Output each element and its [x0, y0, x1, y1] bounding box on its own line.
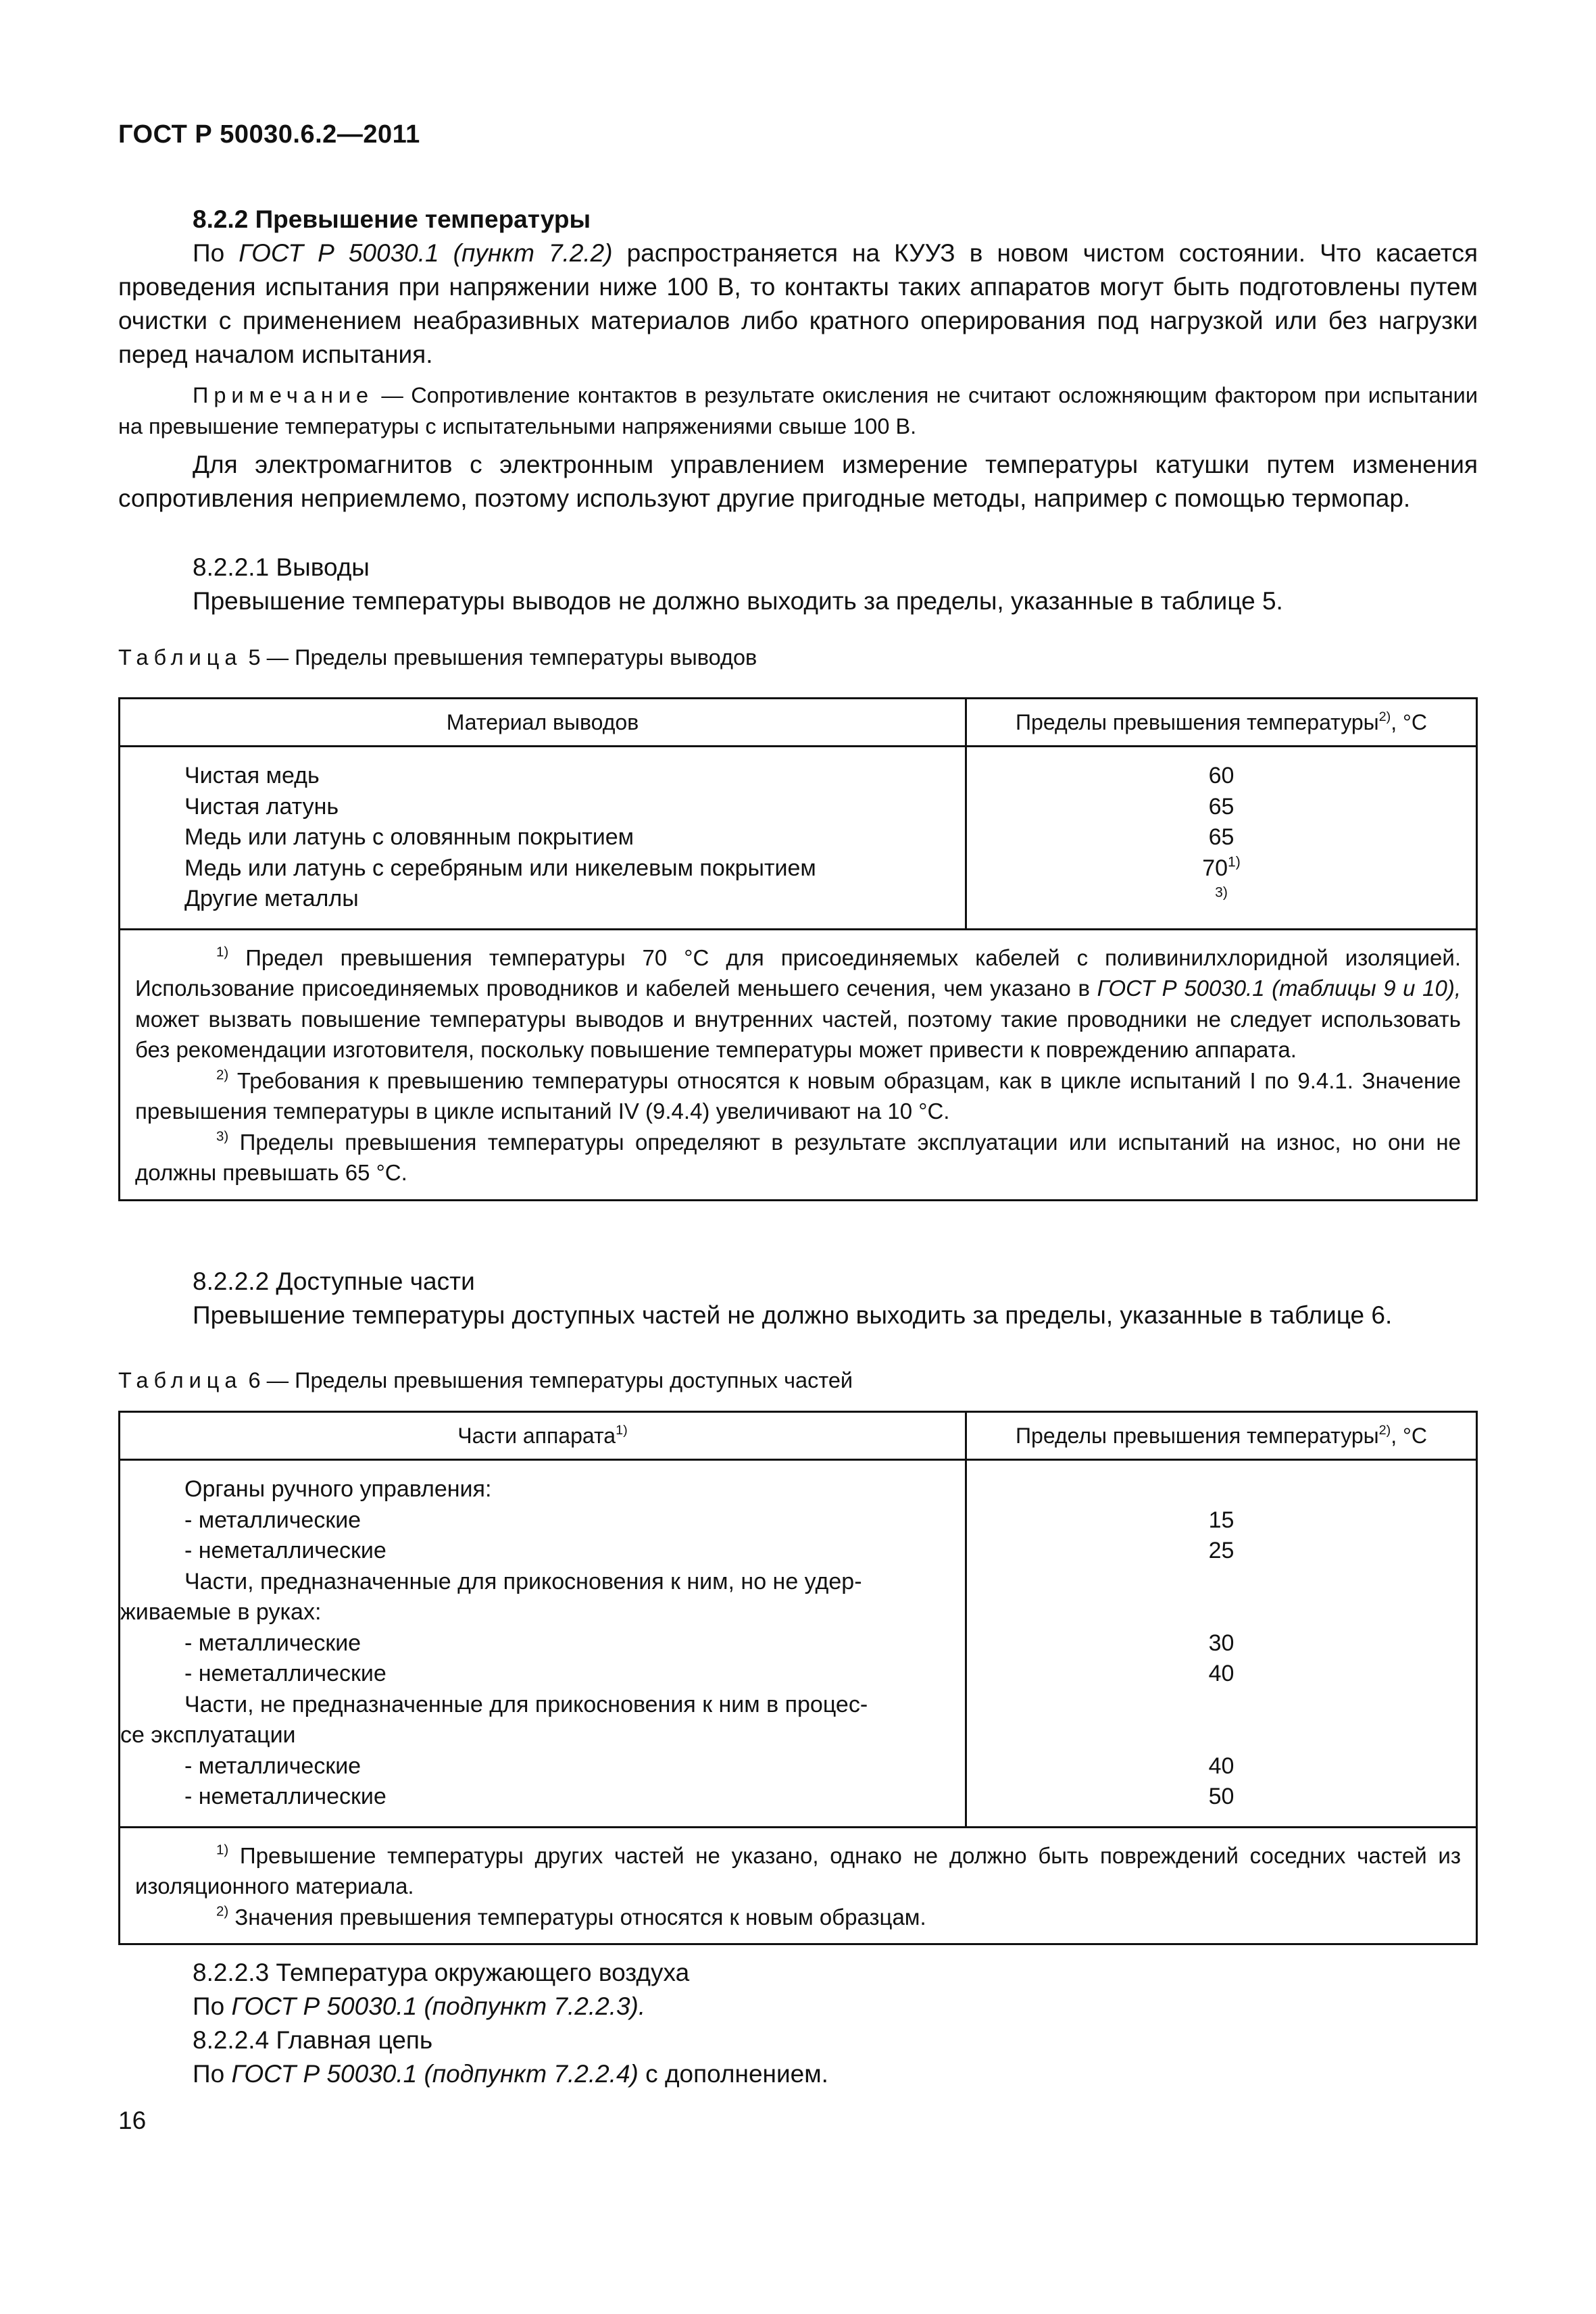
table5	[118, 697, 1478, 1201]
table6-parts	[120, 1460, 966, 1828]
table-cell: 50	[1208, 1784, 1235, 1809]
table5-footnote-2: $^{2)}$ Требования к превышению температуры относятся к новым образцам, как в цикле испытаний I по 9.4.1. Значение превышения температуры в цикле испытаний IV (9.4.4) увеличивают на 10 °С.	[135, 1067, 1461, 1124]
table-row: - неметаллические	[184, 1784, 386, 1809]
table5-limits	[966, 747, 1477, 930]
table5-caption: Таблица 5 — Пределы превышения температуры выводов	[118, 645, 757, 670]
note-label: Примечание	[193, 383, 374, 407]
table-row: Части, не предназначенные для прикосновения к ним в процес-	[184, 1691, 868, 1717]
table-row: - неметаллические	[184, 1538, 386, 1563]
table-row: Медь или латунь с серебряным или никелевым покрытием	[184, 855, 816, 881]
section-8-2-2-paragraph-2: Для электромагнитов с электронным управлением измерение температуры катушки путем изменения сопротивления неприемлемо, поэтому используют другие пригодные методы, например с помощью термопар.	[118, 451, 1478, 512]
table5-footnotes	[120, 929, 1477, 1200]
table6-footnote-1: $^{1)}$ Превышение температуры других частей не указано, однако не должно быть повреждений соседних частей из изоляционного материала.	[135, 1842, 1461, 1898]
table-cell	[967, 1690, 1476, 1721]
section-heading-8-2-2-3: 8.2.2.3 Температура окружающего воздуха	[193, 1959, 690, 1986]
table-cell: 40	[1208, 1661, 1235, 1686]
table6-col1-header: Части аппарата$^{1)}$	[120, 1412, 966, 1460]
table5-col1-header: Материал выводов	[120, 699, 966, 747]
table-row: Части, предназначенные для прикосновения к ним, но не удер-	[184, 1568, 862, 1594]
gost-reference: ГОСТ Р 50030.1 (подпункт 7.2.2.3).	[231, 1992, 646, 2020]
table6-limits	[966, 1460, 1477, 1828]
section-heading-8-2-2-4: 8.2.2.4 Главная цепь	[193, 2026, 433, 2054]
table-row: Органы ручного управления:	[184, 1476, 492, 1502]
table5-body-row	[120, 747, 1477, 930]
table-cell: 65	[1208, 824, 1235, 850]
table-cell: 70$^{1)}$	[1202, 853, 1241, 881]
table-cell: 30	[1208, 1630, 1235, 1656]
table-cell	[967, 1720, 1476, 1751]
table-row: - металлические	[184, 1753, 361, 1779]
table-cell: 40	[1208, 1753, 1235, 1779]
table5-footnote-3: $^{3)}$ Пределы превышения температуры определяют в результате эксплуатации или испытаний на износ, но они не должны превышать 65 °С.	[135, 1128, 1461, 1185]
table-row: Другие металлы	[184, 886, 359, 911]
table-row: Медь или латунь с оловянным покрытием	[184, 824, 634, 850]
section-8-2-2-4-text: По ГОСТ Р 50030.1 (подпункт 7.2.2.4) с дополнением.	[193, 2060, 828, 2088]
table6-footnotes	[120, 1827, 1477, 1944]
table-cell: 65	[1208, 793, 1235, 820]
section-note: Примечание — Сопротивление контактов в результате окисления не считают осложняющим фактором при испытании на превышение температуры с испытательными напряжениями свыше 100 В.	[118, 383, 1478, 438]
section-heading-8-2-2-2: 8.2.2.2 Доступные части	[193, 1267, 475, 1295]
table-row: - металлические	[184, 1507, 361, 1533]
table-cell: 15	[1208, 1507, 1235, 1533]
page-number: 16	[118, 2107, 147, 2134]
table-cell: 25	[1208, 1538, 1235, 1563]
table5-header-row	[120, 699, 1477, 747]
table5-col2-header: Пределы превышения температуры$^{2)}$, °С	[966, 699, 1477, 747]
table6-col2-header: Пределы превышения температуры$^{2)}$, °С	[966, 1412, 1477, 1460]
table-cell: 60	[1208, 763, 1235, 788]
section-8-2-2-1-text: Превышение температуры выводов не должно выходить за пределы, указанные в таблице 5.	[193, 587, 1283, 615]
table-cell	[967, 1474, 1476, 1505]
table-cell	[967, 1567, 1476, 1598]
table6-body-row	[120, 1460, 1477, 1828]
table6	[118, 1411, 1478, 1945]
section-8-2-2-2-text: Превышение температуры доступных частей не должно выходить за пределы, указанные в таблице 6.	[193, 1301, 1393, 1329]
section-heading-8-2-2-1: 8.2.2.1 Выводы	[193, 553, 370, 581]
table-cell: 3)	[1215, 884, 1228, 901]
gost-reference: ГОСТ Р 50030.1 (пункт 7.2.2)	[239, 239, 613, 267]
section-heading-8-2-2: 8.2.2 Превышение температуры	[193, 205, 591, 233]
table-row: Чистая латунь	[184, 793, 339, 820]
section-8-2-2-paragraph: По ГОСТ Р 50030.1 (пункт 7.2.2) распространяется на КУУЗ в новом чистом состоянии. Что касается проведения испытания при напряжении ниже 100 В, то контакты таких аппаратов могут быть подготовлены путем очистки с применением неабразивных материалов либо кратного оперирования под нагрузкой или без нагрузки перед началом испытания.	[118, 239, 1478, 368]
table-row: - металлические	[184, 1630, 361, 1656]
table6-caption: Таблица 6 — Пределы превышения температуры доступных частей	[118, 1368, 853, 1392]
table6-footnote-2: $^{2)}$ Значения превышения температуры относятся к новым образцам.	[216, 1903, 926, 1930]
section-8-2-2-3-text: По ГОСТ Р 50030.1 (подпункт 7.2.2.3).	[193, 1992, 646, 2020]
table-row: Чистая медь	[184, 763, 320, 788]
table5-footnotes-row	[120, 929, 1477, 1200]
table6-header-row	[120, 1412, 1477, 1460]
table5-materials	[120, 747, 966, 930]
table6-footnotes-row	[120, 1827, 1477, 1944]
document-code: ГОСТ Р 50030.6.2—2011	[118, 120, 420, 149]
table-row: живаемые в руках:	[120, 1599, 322, 1625]
table-row: се эксплуатации	[120, 1722, 296, 1748]
table-row: - неметаллические	[184, 1661, 386, 1686]
table-cell	[967, 1597, 1476, 1628]
gost-reference: ГОСТ Р 50030.1 (подпункт 7.2.2.4)	[231, 2060, 639, 2088]
table5-footnote-1: $^{1)}$ Предел превышения температуры 70 °С для присоединяемых кабелей с поливинилхлоридной изоляцией. Использование присоединяемых проводников и кабелей меньшего сечения, чем указано в ГОСТ Р 50030.1 (таблицы 9 и 10), может вызвать повышение температуры выводов и внутренних частей, поэтому такие проводники не следует использовать без рекомендации изготовителя, поскольку повышение температуры может привести к повреждению аппарата.	[135, 944, 1462, 1062]
